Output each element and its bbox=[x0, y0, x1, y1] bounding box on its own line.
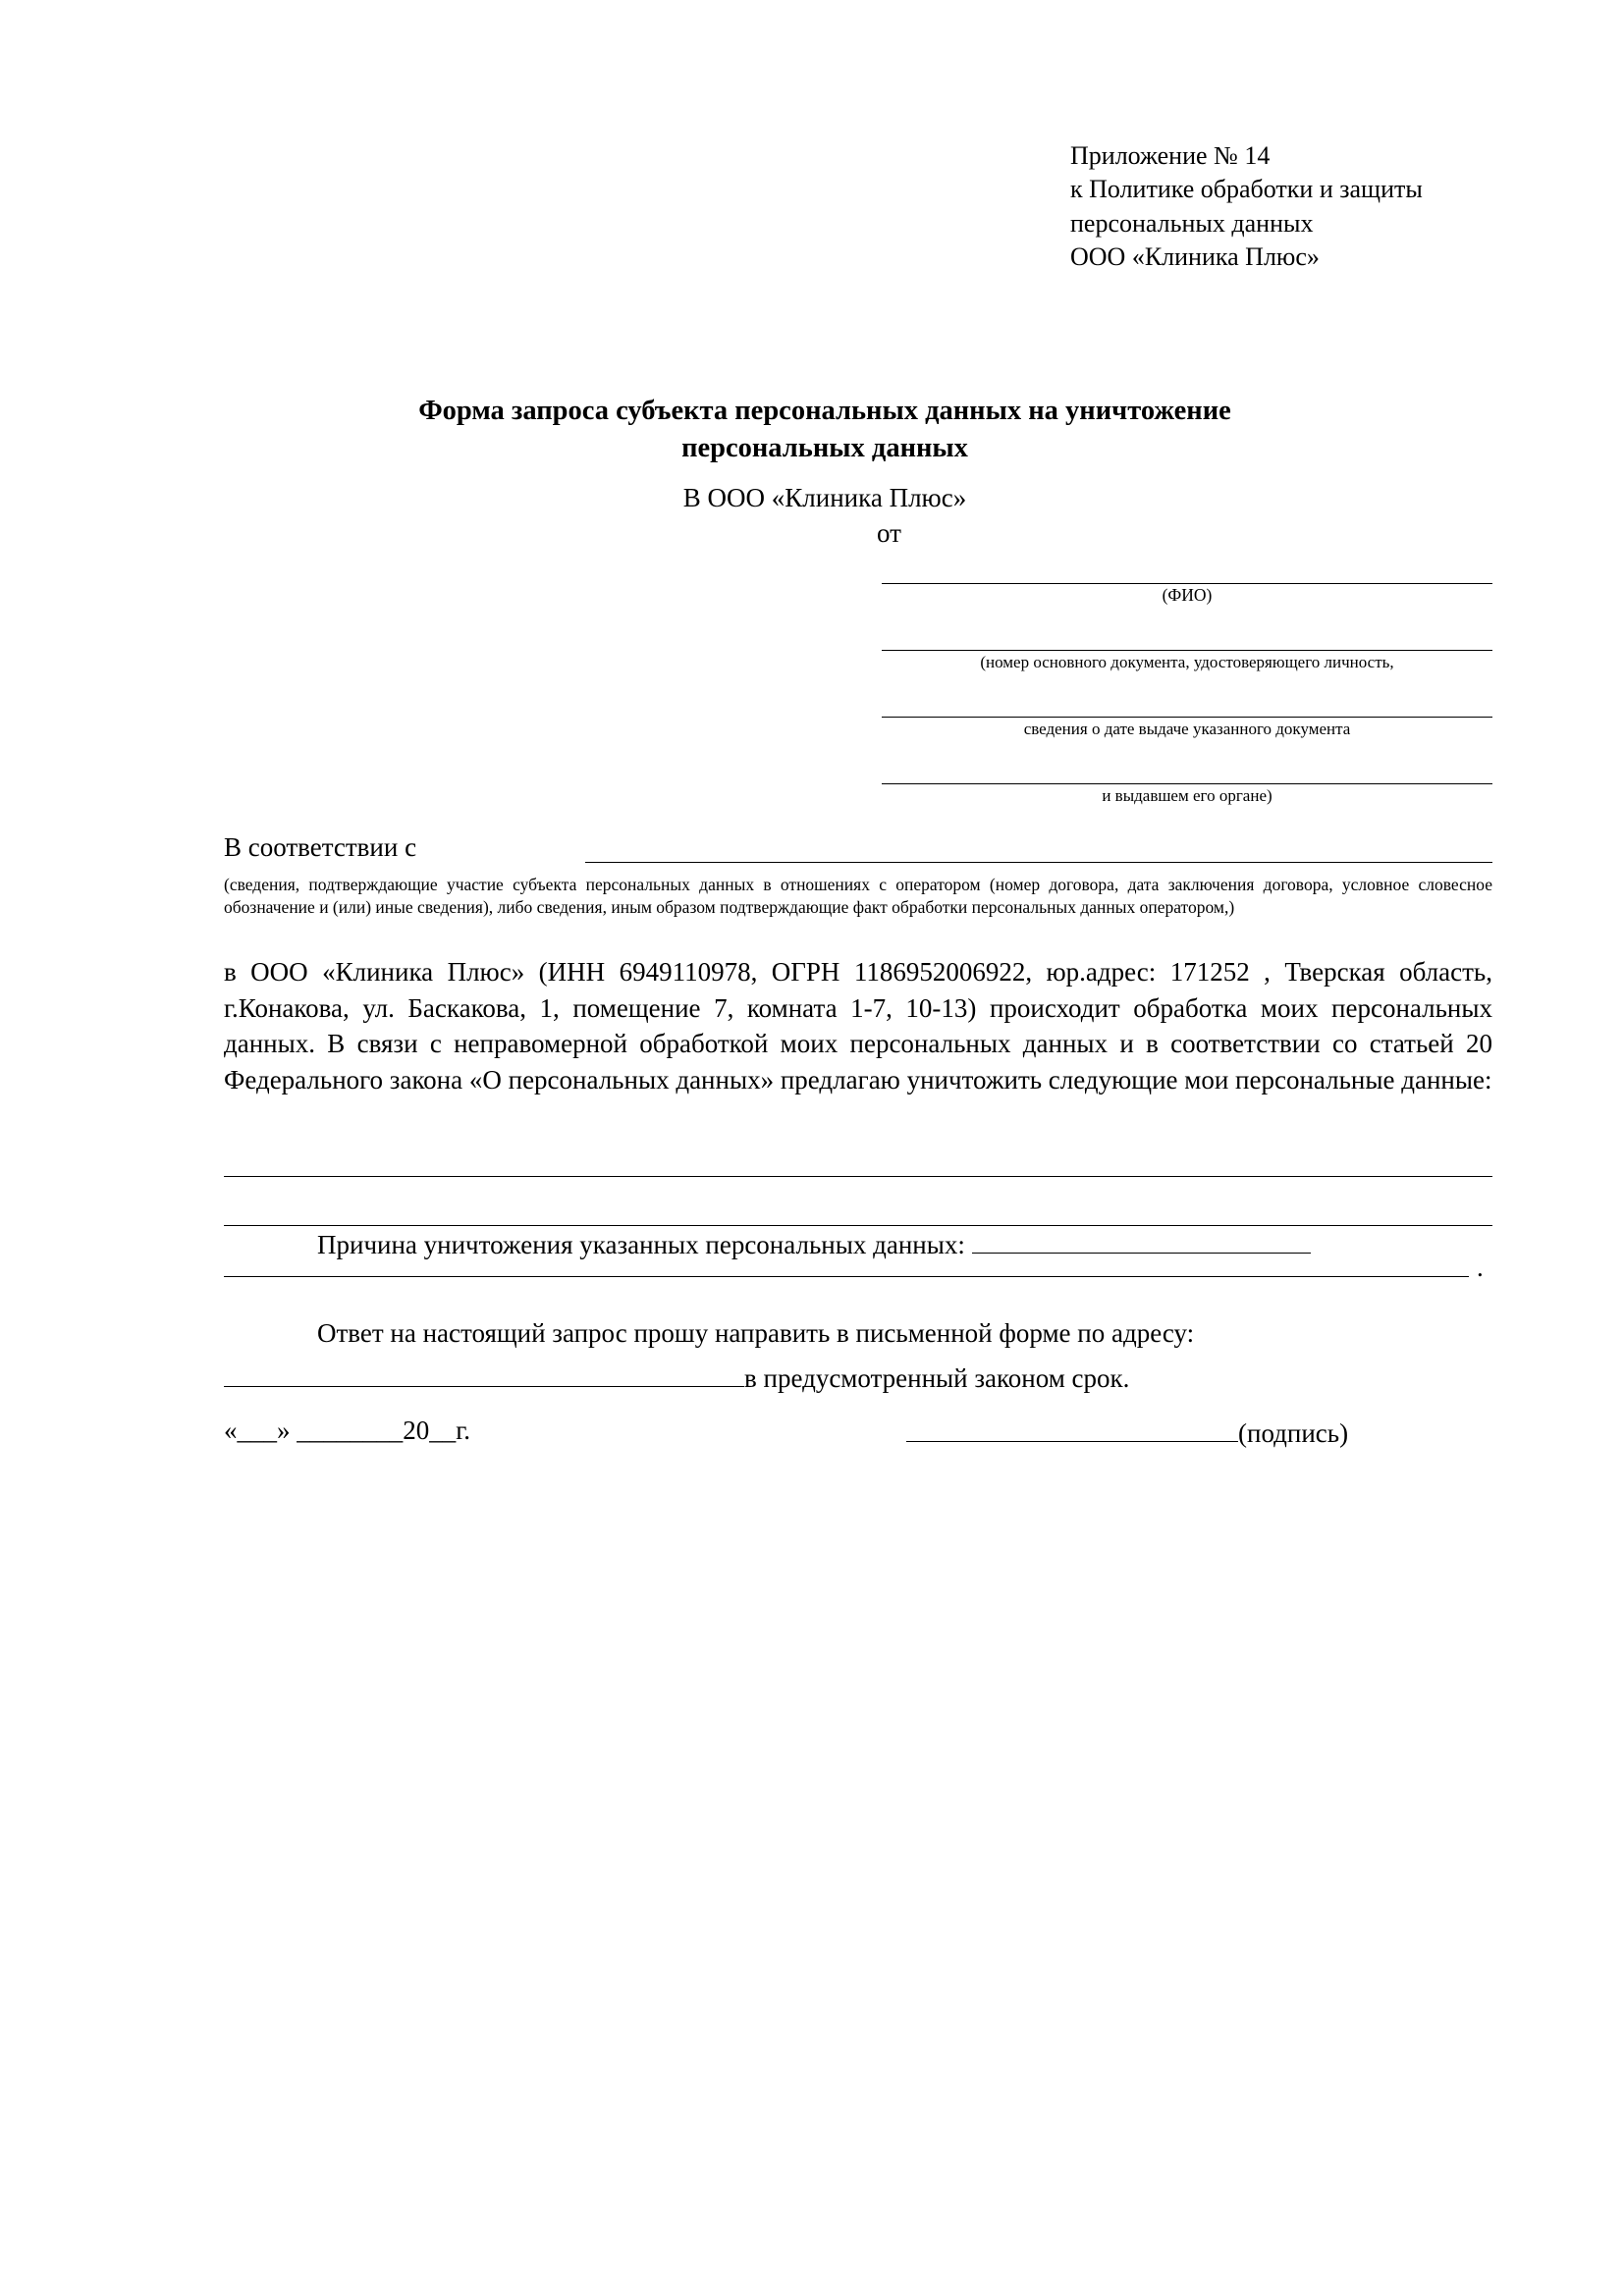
data-blank-line-2[interactable] bbox=[224, 1225, 1492, 1226]
appendix-header bbox=[1070, 139, 1581, 274]
appendix-header-line-3: персональных данных bbox=[1070, 208, 1314, 238]
fio-field-group bbox=[882, 558, 1492, 607]
signature-caption: (подпись) bbox=[1238, 1418, 1349, 1448]
body-paragraph-text: в ООО «Клиника Плюс» (ИНН 6949110978, ОГРН 1186952006922, юр.адрес: 171252 , Тверская область, г.Конакова, ул. Баскакова, 1, помещение 7, комната 1-7, 10-13) происходит обработка моих персональных данных. В связи с неправомерной обработкой моих персональных данных и в соответствии со статьей 20 Федерального закона «О персональных данных» предлагаю уничтожить следующие мои персональные данные: bbox=[224, 957, 1492, 1095]
reason-label bbox=[317, 1229, 1311, 1260]
doc-date-field-group bbox=[882, 691, 1492, 739]
answer-paragraph bbox=[224, 1315, 1492, 1352]
date-field[interactable]: «___» ________20__г. bbox=[224, 1415, 471, 1445]
page-title-line-2: персональных данных bbox=[681, 432, 968, 463]
body-paragraph bbox=[224, 954, 1492, 1098]
reason-period: . bbox=[1477, 1253, 1484, 1282]
signature-input-line[interactable] bbox=[906, 1415, 1238, 1442]
data-blank-line-1[interactable] bbox=[224, 1176, 1492, 1177]
from-label: от bbox=[877, 518, 901, 548]
fio-caption: (ФИО) bbox=[1162, 585, 1213, 605]
answer-address-row bbox=[224, 1361, 1129, 1394]
doc-number-field-group bbox=[882, 624, 1492, 672]
doc-issuer-input-line[interactable] bbox=[882, 758, 1492, 784]
page-title bbox=[245, 393, 1404, 467]
answer-paragraph-text: Ответ на настоящий запрос прошу направить в письменной форме по адресу: bbox=[317, 1318, 1195, 1348]
in-accordance-input-line[interactable] bbox=[585, 862, 1492, 863]
in-accordance-label: В соответствии с bbox=[224, 832, 417, 862]
reason-input-line-2[interactable] bbox=[224, 1276, 1469, 1277]
doc-number-caption: (номер основного документа, удостоверяющего личность, bbox=[980, 653, 1394, 671]
appendix-header-line-4: ООО «Клиника Плюс» bbox=[1070, 241, 1320, 271]
appendix-header-line-1: Приложение № 14 bbox=[1070, 141, 1271, 170]
doc-date-input-line[interactable] bbox=[882, 691, 1492, 718]
doc-issuer-field-group bbox=[882, 758, 1492, 806]
answer-address-input-line[interactable] bbox=[224, 1361, 744, 1387]
addressee-line: В ООО «Клиника Плюс» bbox=[682, 483, 967, 512]
doc-issuer-caption: и выдавшем его органе) bbox=[1102, 786, 1272, 805]
answer-tail-text: в предусмотренный законом срок. bbox=[744, 1363, 1130, 1393]
reason-input-line-1[interactable] bbox=[972, 1229, 1311, 1254]
appendix-header-line-2: к Политике обработки и защиты bbox=[1070, 175, 1423, 204]
in-accordance-note: (сведения, подтверждающие участие субъекта персональных данных в отношениях с оператором (номер договора, дата заключения договора, условное словесное обозначение и (или) иные сведения), либо сведения, иным образом подтверждающие факт обработки персональных данных оператором,) bbox=[224, 875, 1492, 918]
reason-label-text: Причина уничтожения указанных персональных данных: bbox=[317, 1230, 965, 1259]
signature-field bbox=[906, 1415, 1348, 1449]
doc-date-caption: сведения о дате выдаче указанного документа bbox=[1023, 720, 1351, 738]
doc-number-input-line[interactable] bbox=[882, 624, 1492, 651]
page-title-line-1: Форма запроса субъекта персональных данных на уничтожение bbox=[418, 396, 1231, 426]
fio-input-line[interactable] bbox=[882, 558, 1492, 584]
